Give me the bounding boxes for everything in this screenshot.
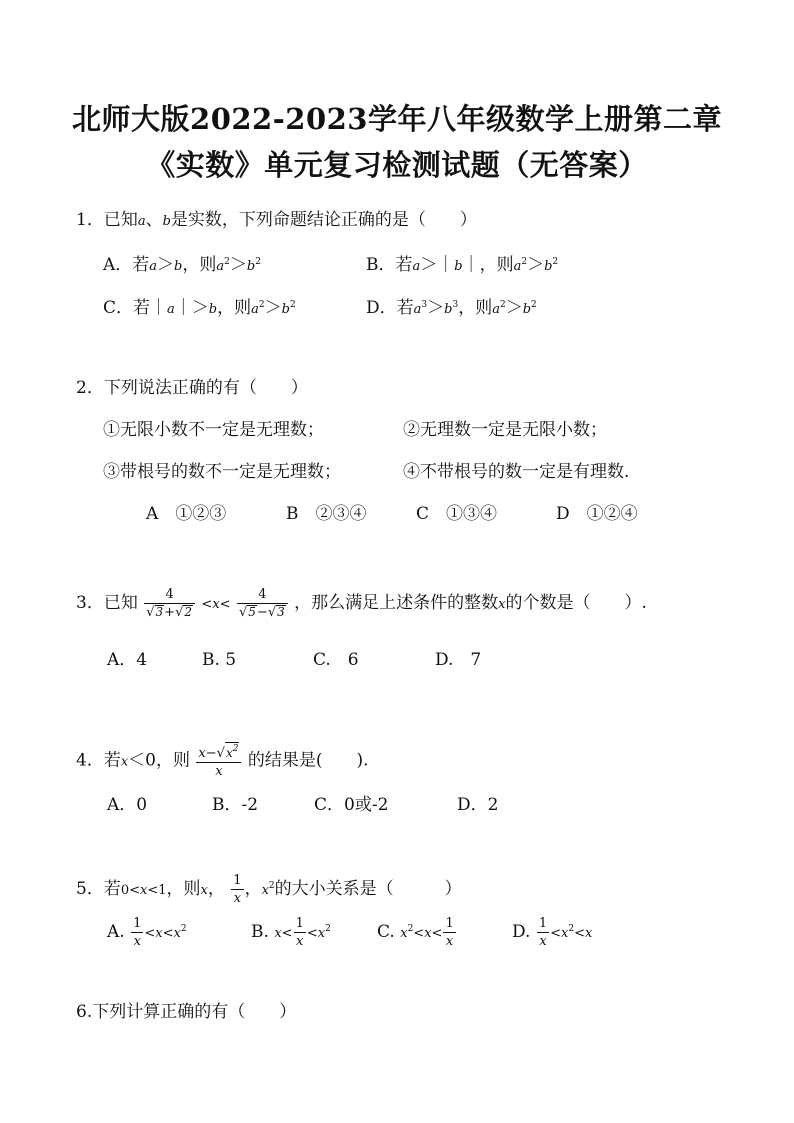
question-3-option-d: D. 7 (435, 650, 482, 670)
question-2-statement-2: ②无理数一定是无限小数； (403, 420, 607, 440)
fraction-x-minus-sqrt-x2-over-x: $\frac{x-√x^2}{x}$ (196, 742, 241, 780)
question-4-option-a: A．0 (107, 795, 148, 815)
fraction-1-over-x: $\frac{1}{x}$ (233, 873, 242, 906)
question-2-option-c: C ①③④ (416, 504, 498, 524)
question-5-option-b: B. x< $\frac{1}{x}$ $<x^2$ (251, 916, 331, 949)
question-1-option-c: C．若｜a｜＞b，则$a^2>b^2$ (103, 298, 296, 318)
question-2-stem: 2．下列说法正确的有（ ） (76, 378, 308, 398)
question-1-option-b: B．若a＞｜b｜，则$a^2>b^2$ (366, 255, 559, 275)
question-2-statement-4: ④不带根号的数一定是有理数. (403, 462, 630, 482)
question-4-stem: 4．若x＜0，则 $\frac{x-√x^2}{x}$ 的结果是( ). (76, 744, 369, 779)
question-1-option-a: A．若a＞b，则$a^2>b^2$ (103, 255, 261, 275)
question-6-stem: 6.下列计算正确的有（ ） (76, 1002, 297, 1022)
question-4-option-d: D．2 (457, 795, 499, 815)
question-4-option-b: B．-2 (212, 795, 259, 815)
question-1-stem: 1．已知a、b是实数，下列命题结论正确的是（ ） (76, 210, 477, 230)
fraction-4-over-sqrt5-minus-sqrt3: $\frac{4}{√5-√3}$ (237, 586, 288, 621)
question-3-option-b: B. 5 (202, 650, 237, 670)
question-5-option-a: A. $\frac{1}{x}$ $<x<x^2$ (107, 916, 187, 949)
document-title-line-1: 北师大版2022-2023学年八年级数学上册第二章 (72, 102, 722, 136)
question-5-stem: 5．若0<x<1，则x， $\frac{1}{x}$ ，$x^2$的大小关系是（ ） (76, 873, 462, 906)
fraction-4-over-sqrt3-plus-sqrt2: $\frac{4}{√3+√2}$ (144, 586, 195, 621)
question-2-option-b: B ②③④ (286, 504, 367, 524)
question-2-option-a: A ①②③ (146, 504, 227, 524)
question-5-option-c: C. $x^2<x<$ $\frac{1}{x}$ (377, 916, 454, 949)
question-5-option-d: D. $\frac{1}{x}$ $<x^2<x$ (512, 916, 593, 949)
question-2-statement-1: ①无限小数不一定是无理数； (103, 420, 324, 440)
question-1-option-d: D．若$a^3>b^3$，则$a^2>b^2$ (366, 298, 537, 318)
question-3-option-c: C. 6 (313, 650, 359, 670)
question-2-statement-3: ③带根号的数不一定是无理数； (103, 462, 341, 482)
question-3-stem: 3．已知 $\frac{4}{√3+√2}$ <x< $\frac{4}{√5-√3}$ ，那么满足上述条件的整数x的个数是（ ）. (76, 587, 647, 620)
document-title-line-2: 《实数》单元复习检测试题（无答案） (146, 148, 648, 182)
question-4-option-c: C．0或-2 (314, 795, 389, 815)
question-3-option-a: A．4 (107, 650, 148, 670)
question-2-option-d: D ①②④ (556, 504, 638, 524)
